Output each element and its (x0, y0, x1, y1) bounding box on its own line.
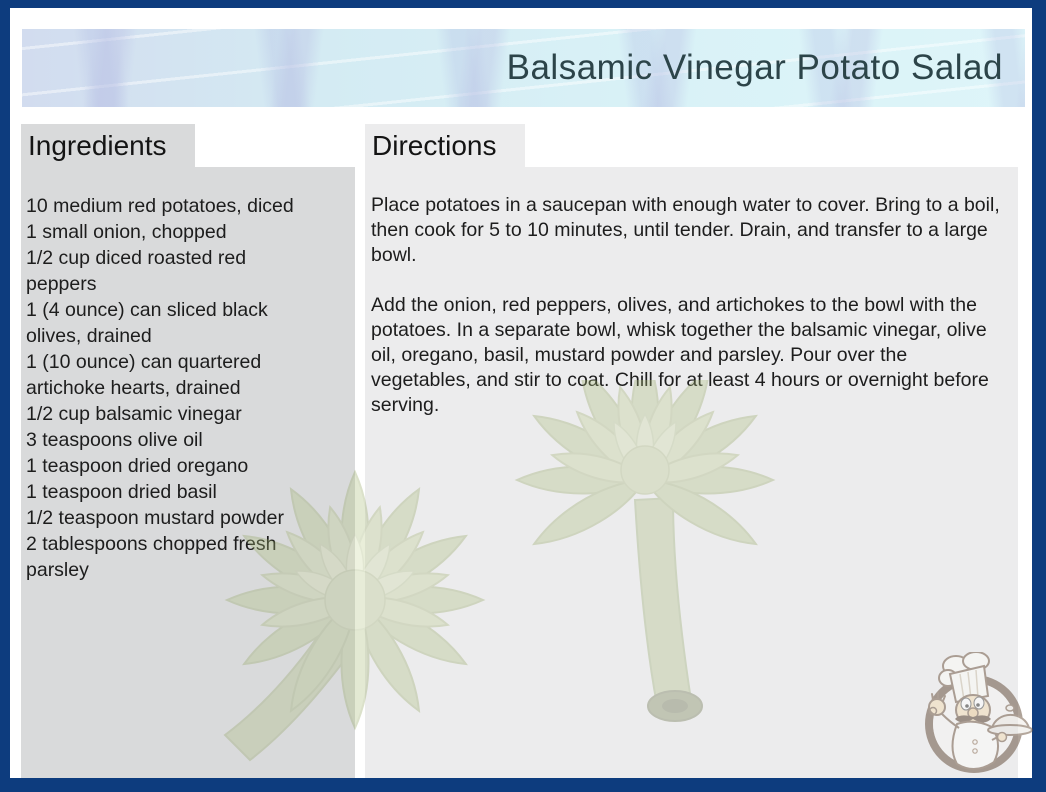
ingredients-panel (21, 167, 355, 778)
ingredients-heading-box (21, 124, 195, 167)
page-inner (10, 8, 1032, 778)
ingredient-item: 1 small onion, chopped (26, 221, 227, 243)
ingredient-item: 2 tablespoons chopped fresh parsley (26, 533, 277, 581)
ingredients-heading: Ingredients (28, 129, 167, 161)
ingredient-item: 1/2 cup diced roasted red peppers (26, 247, 247, 295)
directions-heading: Directions (372, 129, 497, 161)
directions-heading-box (365, 124, 525, 167)
directions-panel (365, 167, 1018, 778)
directions-text (365, 167, 1001, 418)
header-banner (22, 29, 1025, 107)
directions-paragraph: Place potatoes in a saucepan with enough water to cover. Bring to a boil, then cook for 5 to 10 minutes, until tender. Drain, and transfer to a large bowl. (371, 194, 1000, 266)
ingredient-item: 1 teaspoon dried oregano (26, 455, 249, 477)
ingredient-item: 1 teaspoon dried basil (26, 481, 217, 503)
ingredient-item: 1/2 cup balsamic vinegar (26, 403, 242, 425)
ingredient-item: 10 medium red potatoes, diced (26, 195, 294, 217)
page-title: Balsamic Vinegar Potato Salad (506, 48, 1003, 87)
ingredient-item: 1 (10 ounce) can quartered artichoke hearts, drained (26, 351, 262, 399)
ingredient-item: 1 (4 ounce) can sliced black olives, drained (26, 299, 268, 347)
ingredient-item: 1/2 teaspoon mustard powder (26, 507, 284, 529)
ingredient-item: 3 teaspoons olive oil (26, 429, 203, 451)
directions-paragraph: Add the onion, red peppers, olives, and artichokes to the bowl with the potatoes. In a separate bowl, whisk together the balsamic vinegar, olive oil, oregano, basil, mustard powder and parsley. Pour over the vegetables, and stir to coat. Chill for at least 4 hours or overnight before serving. (371, 294, 989, 416)
ingredients-list (21, 167, 313, 583)
